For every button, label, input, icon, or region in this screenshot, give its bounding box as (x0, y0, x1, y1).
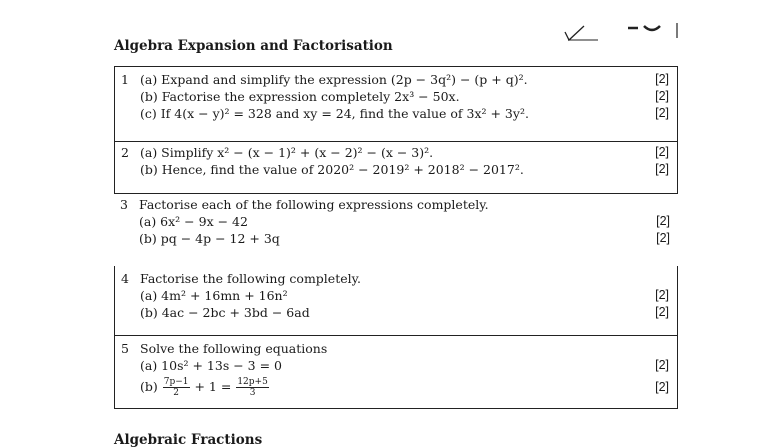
scribble-marks (560, 18, 685, 42)
question-part: (a) 6x² − 9x − 42 (139, 214, 248, 229)
question-part: (b) 4ac − 2bc + 3bd − 6ad (140, 305, 310, 320)
marks-label: [2] (655, 145, 669, 159)
marks-label: [2] (655, 162, 669, 176)
question-part: (a) 10s² + 13s − 3 = 0 (140, 358, 282, 373)
question-number: 5 (121, 341, 129, 356)
question-part: (b) pq − 4p − 12 + 3q (139, 231, 280, 246)
fraction-numerator: 7p−1 (163, 377, 189, 387)
marks-label: [2] (655, 305, 669, 319)
question-number: 1 (121, 72, 129, 87)
marks-label: [2] (655, 89, 669, 103)
question-text: Factorise each of the following expressions completely. (139, 197, 489, 212)
part-label: (b) (140, 379, 162, 394)
question-part: (b) Hence, find the value of 2020² − 2019² + 2018² − 2017². (140, 162, 524, 177)
marks-label: [2] (656, 231, 670, 245)
question-part: (a) Simplify x² − (x − 1)² + (x − 2)² − (x − 3)². (140, 145, 434, 160)
question-1 (114, 66, 678, 142)
marks-label: [2] (655, 106, 669, 120)
marks-label: [2] (655, 380, 669, 394)
question-table (114, 66, 678, 409)
question-text: Solve the following equations (140, 341, 328, 356)
marks-label: [2] (655, 288, 669, 302)
equation-middle: + 1 = (194, 379, 236, 394)
question-4 (114, 266, 678, 336)
marks-label: [2] (656, 214, 670, 228)
question-number: 3 (120, 197, 128, 212)
fraction-right (236, 377, 268, 398)
fraction-numerator: 12p+5 (237, 377, 268, 387)
question-3 (114, 194, 678, 266)
question-number: 4 (121, 271, 129, 286)
question-text: Factorise the following completely. (140, 271, 361, 286)
question-part-fraction-equation (140, 374, 270, 400)
next-section-title: Algebraic Fractions (114, 432, 263, 448)
fraction-left (163, 377, 190, 398)
question-5 (114, 336, 678, 409)
question-part: (b) Factorise the expression completely 2x³ − 50x. (140, 89, 460, 104)
question-part: (c) If 4(x − y)² = 328 and xy = 24, find the value of 3x² + 3y². (140, 106, 529, 121)
question-2 (114, 142, 678, 194)
fraction-denominator: 2 (173, 388, 179, 398)
page-title: Algebra Expansion and Factorisation (114, 38, 393, 54)
fraction-denominator: 3 (249, 388, 256, 398)
marks-label: [2] (655, 358, 669, 372)
marks-label: [2] (655, 72, 669, 86)
question-part: (a) 4m² + 16mn + 16n² (140, 288, 288, 303)
question-number: 2 (121, 145, 129, 160)
question-part: (a) Expand and simplify the expression (2p − 3q²) − (p + q)². (140, 72, 528, 87)
